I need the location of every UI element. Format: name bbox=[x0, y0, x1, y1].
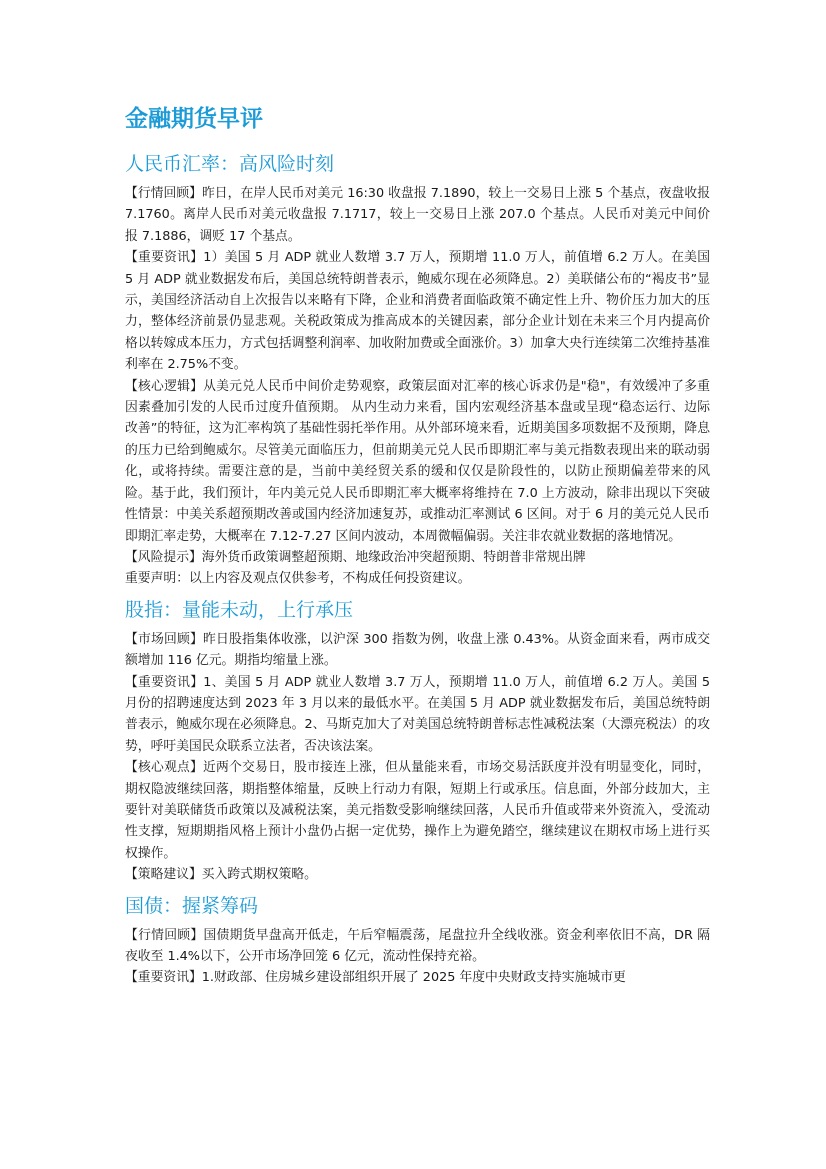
section-heading: 人民币汇率：高风险时刻 bbox=[125, 153, 335, 175]
section-stock-index bbox=[125, 596, 710, 886]
disclaimer: 重要声明：以上内容及观点仅供参考，不构成任何投资建议。 bbox=[125, 571, 471, 587]
paragraph: 【重要资讯】1、美国 5 月 ADP 就业人数增 3.7 万人，预期增 11.0 万人，前值增 6.2 万人。美国 5 月份的招聘速度达到 2023 年 3 月以来的最低水平。在美国 5 月 ADP 就业数据发布后，美国总统特朗普表示，鲍威尔现在必须降息。2、马斯克加大了对美国总统特朗普标志性减税法案（大漂亮税法）的攻势，呼吁美国民众联系立法者，否决该法案。 bbox=[125, 674, 710, 754]
paragraph: 【核心观点】近两个交易日，股市接连上涨，但从量能来看，市场交易活跃度并没有明显变化，同时，期权隐波继续回落，期指整体缩量，反映上行动力有限，短期上行或承压。信息面，外部分歧加大，主要针对美联储货币政策以及减税法案，美元指数受影响继续回落，人民币升值或带来外资流入，受流动性支撑，短期期指风格上预计小盘仍占据一定优势，操作上为避免踏空，继续建议在期权市场上进行买权操作。 bbox=[125, 760, 710, 861]
document-title: 金融期货早评 bbox=[125, 106, 263, 132]
paragraph: 【行情回顾】昨日，在岸人民币对美元 16:30 收盘报 7.1890，较上一交易日上涨 5 个基点，夜盘收报 7.1760。离岸人民币对美元收盘报 7.1717，较上一交易日上涨 207.0 个基点。人民币对美元中间价报 7.1886，调贬 17 个基点。 bbox=[125, 186, 710, 244]
section-treasury bbox=[125, 892, 710, 989]
document-page bbox=[125, 104, 710, 995]
paragraph: 【行情回顾】国债期货早盘高开低走，午后窄幅震荡，尾盘拉升全线收涨。资金利率依旧不高，DR 隔夜收至 1.4%以下，公开市场净回笼 6 亿元，流动性保持充裕。 bbox=[125, 927, 710, 964]
section-heading: 国债：握紧筹码 bbox=[125, 894, 259, 917]
paragraph: 【风险提示】海外货币政策调整超预期、地缘政治冲突超预期、特朗普非常规出牌 bbox=[125, 549, 586, 565]
paragraph: 【核心逻辑】从美元兑人民币中间价走势观察，政策层面对汇率的核心诉求仍是"稳"，有效缓冲了多重因素叠加引发的人民币过度升值预期。 从内生动力来看，国内宏观经济基本盘或呈现“稳态运行、边际改善”的特征，这为汇率构筑了基础性弱托举作用。从外部环境来看，近期美国多项数据不及预期，降息的压力已给到鲍威尔。尽管美元面临压力，但前期美元兑人民币即期汇率与美元指数表现出来的联动弱化，或将持续。需要注意的是，当前中美经贸关系的缓和仅仅是阶段性的，以防止预期偏差带来的风险。基于此，我们预计，年内美元兑人民币即期汇率大概率将维持在 7.0 上方波动，除非出现以下突破性情景：中美关系超预期改善或国内经济加速复苏，或推动汇率测试 6 区间。对于 6 月的美元兑人民币即期汇率走势，大概率在 7.12-7.27 区间内波动，本周微幅偏弱。关注非农就业数据的落地情况。 bbox=[125, 378, 710, 544]
paragraph: 【重要资讯】1）美国 5 月 ADP 就业人数增 3.7 万人，预期增 11.0 万人，前值增 6.2 万人。在美国 5 月 ADP 就业数据发布后，美国总统特朗普表示，鲍威尔现在必须降息。2）美联储公布的“褐皮书”显示，美国经济活动自上次报告以来略有下降，企业和消费者面临政策不确定性上升、物价压力加大的压力，整体经济前景仍显悲观。关税政策成为推高成本的关键因素，部分企业计划在未来三个月内提高价格以转嫁成本压力，方式包括调整利润率、加收附加费或全面涨价。3）加拿大央行连续第二次维持基准利率在 2.75%不变。 bbox=[125, 250, 710, 373]
paragraph: 【重要资讯】1.财政部、住房城乡建设部组织开展了 2025 年度中央财政支持实施城市更 bbox=[125, 970, 626, 986]
paragraph: 【市场回顾】昨日股指集体收涨，以沪深 300 指数为例，收盘上涨 0.43%。从资金面来看，两市成交额增加 116 亿元。期指均缩量上涨。 bbox=[125, 631, 710, 669]
section-heading: 股指：量能未动，上行承压 bbox=[125, 598, 354, 621]
paragraph: 【策略建议】买入跨式期权策略。 bbox=[125, 867, 317, 883]
section-rmb bbox=[125, 150, 710, 590]
